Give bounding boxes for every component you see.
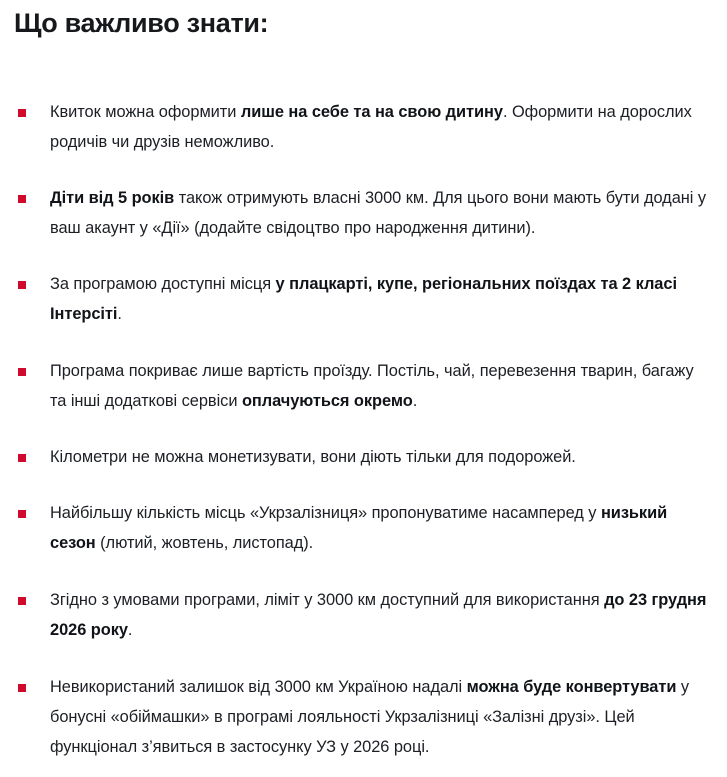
list-item <box>14 672 727 762</box>
red-square-bullet-icon <box>18 109 26 117</box>
red-square-bullet-icon <box>18 454 26 462</box>
page-title: Що важливо знати: <box>14 8 269 38</box>
red-square-bullet-icon <box>18 597 26 605</box>
red-square-bullet-icon <box>18 684 26 692</box>
list-item <box>14 356 727 416</box>
list-item <box>14 585 727 645</box>
list-item-text: Згідно з умовами програми, ліміт у 3000 км доступний для використання до 23 грудня 2026 року. <box>50 591 707 639</box>
list-item <box>14 183 727 243</box>
list-item-text: Діти від 5 років також отримують власні 3000 км. Для цього вони мають бути додані у ваш акаунт у «Дії» (додайте свідоцтво про народження дитини). <box>50 189 707 237</box>
red-square-bullet-icon <box>18 510 26 518</box>
list-item <box>14 97 727 157</box>
red-square-bullet-icon <box>18 368 26 376</box>
list-item-text: Програма покриває лише вартість проїзду. Постіль, чай, перевезення тварин, багажу та інші додаткові сервіси оплачуються окремо. <box>50 362 694 410</box>
list-item <box>14 442 727 472</box>
list-item <box>14 498 727 558</box>
list-item-text: Найбільшу кількість місць «Укрзалізниця» пропонуватиме насамперед у низький сезон (лютий, жовтень, листопад). <box>50 504 668 552</box>
list-item-text: Квиток можна оформити лише на себе та на свою дитину. Оформити на дорослих родичів чи друзів неможливо. <box>50 103 692 151</box>
red-square-bullet-icon <box>18 195 26 203</box>
list-item-text: Кілометри не можна монетизувати, вони діють тільки для подорожей. <box>50 448 576 466</box>
list-item-text: За програмою доступні місця у плацкарті, купе, регіональних поїздах та 2 класі Інтерсіті. <box>50 275 677 323</box>
important-info-list <box>0 97 727 762</box>
list-item <box>14 269 727 329</box>
list-item-text: Невикористаний залишок від 3000 км Україною надалі можна буде конвертувати у бонусні «обіймашки» в програмі лояльності Укрзалізниці «Залізні друзі». Цей функціонал з’явиться в застосунку УЗ у 2026 році. <box>50 678 690 756</box>
red-square-bullet-icon <box>18 281 26 289</box>
